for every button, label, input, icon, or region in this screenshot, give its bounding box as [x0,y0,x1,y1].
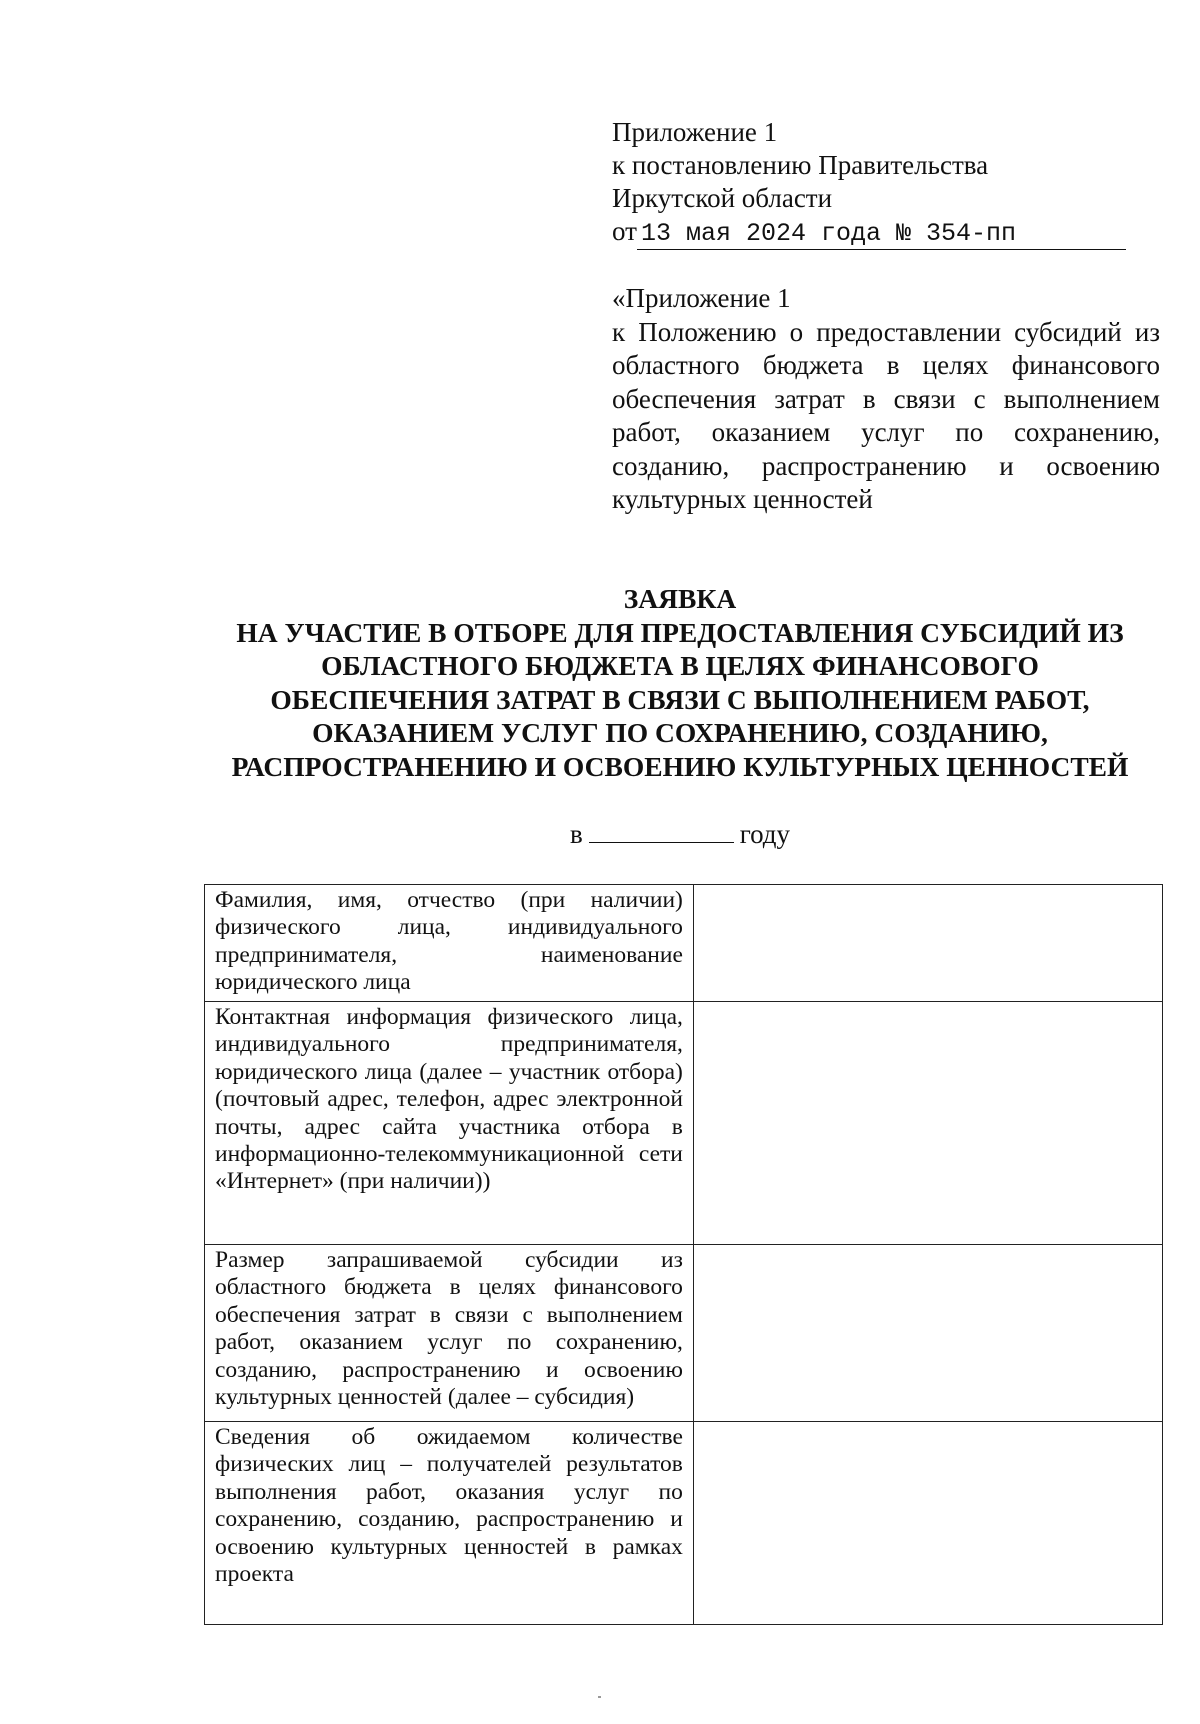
quoted-annex-title: «Приложение 1 [612,283,791,313]
year-blank-field[interactable] [589,818,734,843]
annex-date-prefix: от [612,216,637,246]
year-line [0,818,1200,850]
row-label-expected-recipients: Сведения об ожидаемом количестве физических лиц – получателей результатов выполнения работ, оказания услуг по сохранению, созданию, распространению и освоению культурных ценностей в рамках проекта [205,1422,694,1625]
document-title: ЗАЯВКА НА УЧАСТИЕ В ОТБОРЕ ДЛЯ ПРЕДОСТАВЛЕНИЯ СУБСИДИЙ ИЗ ОБЛАСТНОГО БЮДЖЕТА В ЦЕЛЯХ ФИНАНСОВОГО ОБЕСПЕЧЕНИЯ ЗАТРАТ В СВЯЗИ С ВЫПОЛНЕНИЕМ РАБОТ, ОКАЗАНИЕМ УСЛУГ ПО СОХРАНЕНИЮ, СОЗДАНИЮ, РАСПРОСТРАНЕНИЮ И ОСВОЕНИЮ КУЛЬТУРНЫХ ЦЕННОСТЕЙ [231,583,1129,782]
row-value-subsidy-amount[interactable] [693,1245,1162,1422]
application-form-table [204,884,1163,1625]
quoted-annex-text: к Положению о предоставлении субсидий из областного бюджета в целях финансового обеспечения затрат в связи с выполнением работ, оказанием услуг по сохранению, созданию, распространению и освоению культурных ценностей [612,316,1160,514]
year-prefix: в [569,819,583,849]
annex-reference: к постановлению Правительства [612,150,989,180]
quoted-annex [612,282,1160,517]
row-label-subsidy-amount: Размер запрашиваемой субсидии из областного бюджета в целях финансового обеспечения затрат в связи с выполнением работ, оказанием услуг по сохранению, созданию, распространению и освоению культурных ценностей (далее – субсидия) [205,1245,694,1422]
annex-date-value: 13 мая 2024 года № 354-пп [637,219,1126,250]
row-value-contact-info[interactable] [693,1002,1162,1245]
table-row [205,1245,1163,1422]
annex-title: Приложение 1 [612,117,778,147]
table-row [205,1422,1163,1625]
scan-artifact-dot [598,1696,601,1698]
row-value-applicant-name[interactable] [693,885,1162,1002]
annex-date-line [612,215,1132,250]
row-label-contact-info: Контактная информация физического лица, индивидуального предпринимателя, юридического лица (далее – участник отбора) (почтовый адрес, телефон, адрес электронной почты, адрес сайта участника отбора в информационно-телекоммуникационной сети «Интернет» (при наличии)) [205,1002,694,1245]
table-row [205,885,1163,1002]
annex-header [612,116,1132,250]
row-value-expected-recipients[interactable] [693,1422,1162,1625]
annex-region: Иркутской области [612,183,833,213]
row-label-applicant-name: Фамилия, имя, отчество (при наличии) физического лица, индивидуального предпринимателя, наименование юридического лица [205,885,694,1002]
table-row [205,1002,1163,1245]
year-suffix: году [739,819,791,849]
